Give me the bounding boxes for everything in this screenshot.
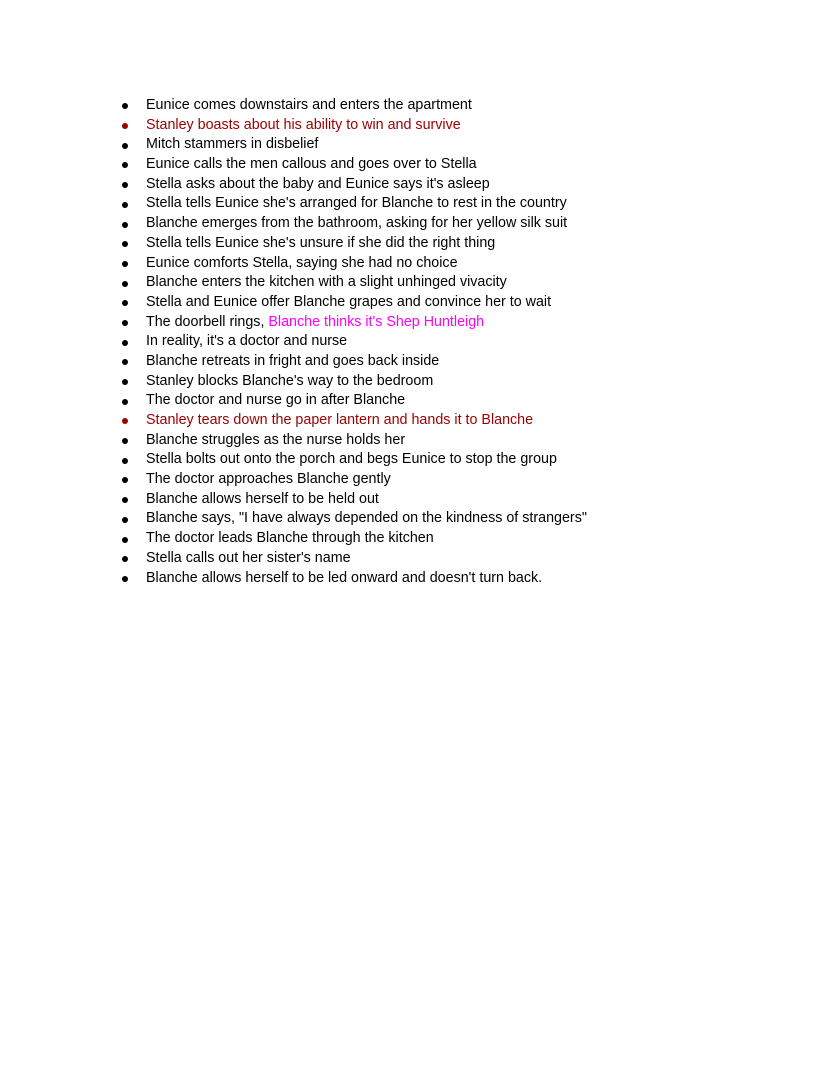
text-segment: The doorbell rings,	[146, 313, 269, 330]
bullet-icon	[122, 438, 128, 444]
list-item-text	[146, 509, 587, 529]
bullet-icon	[122, 123, 128, 129]
bullet-icon	[122, 320, 128, 326]
list-item-text	[146, 411, 533, 431]
list-item-text	[146, 549, 351, 569]
text-segment: Blanche retreats in fright and goes back inside	[146, 352, 440, 369]
list-item-text	[146, 155, 477, 175]
list-item-text	[146, 135, 318, 155]
text-segment: Blanche struggles as the nurse holds her	[146, 431, 406, 448]
bullet-icon	[122, 497, 128, 503]
text-segment: Blanche says, "I have always depended on the kindness of strangers"	[146, 510, 587, 527]
list-item-text	[146, 529, 434, 549]
text-segment: The doctor leads Blanche through the kitchen	[146, 530, 434, 547]
bullet-icon	[122, 379, 128, 385]
text-segment: Blanche emerges from the bathroom, asking for her yellow silk suit	[146, 215, 568, 232]
bullet-icon	[122, 418, 128, 424]
text-segment: Stanley boasts about his ability to win and survive	[146, 116, 461, 133]
text-segment: The doctor approaches Blanche gently	[146, 471, 391, 488]
bullet-icon	[122, 477, 128, 483]
text-segment: Stanley blocks Blanche's way to the bedroom	[146, 372, 434, 389]
bullet-icon	[122, 359, 128, 365]
bullet-icon	[122, 340, 128, 346]
text-segment: Stella asks about the baby and Eunice says it's asleep	[146, 175, 490, 192]
text-segment: Blanche allows herself to be led onward and doesn't turn back.	[146, 569, 543, 586]
bullet-icon	[122, 261, 128, 267]
text-segment: Blanche enters the kitchen with a slight unhinged vivacity	[146, 274, 507, 291]
bullet-icon	[122, 537, 128, 543]
text-segment: Stella bolts out onto the porch and begs Eunice to stop the group	[146, 451, 557, 468]
text-segment: Stella tells Eunice she's unsure if she did the right thing	[146, 234, 496, 251]
bullet-icon	[122, 458, 128, 464]
list-item-text	[146, 254, 458, 274]
bullet-icon	[122, 103, 128, 109]
list-item-text	[146, 214, 567, 234]
text-segment: The doctor and nurse go in after Blanche	[146, 392, 406, 409]
list-item-text	[146, 450, 557, 470]
list-item-text	[146, 569, 542, 589]
bullet-icon	[122, 222, 128, 228]
list-item-text	[146, 234, 495, 254]
list-item-text	[146, 96, 472, 116]
text-segment: Stanley tears down the paper lantern and hands it to Blanche	[146, 412, 534, 428]
list-item-text	[146, 431, 405, 451]
text-segment: Eunice comforts Stella, saying she had no choice	[146, 254, 458, 271]
bullet-icon	[122, 576, 128, 582]
bullet-icon	[122, 143, 128, 149]
list-item-text	[146, 175, 490, 195]
text-segment: Blanche thinks it's Shep Huntleigh	[268, 313, 485, 330]
text-segment: In reality, it's a doctor and nurse	[146, 333, 348, 350]
text-segment: Stella and Eunice offer Blanche grapes and convince her to wait	[146, 293, 552, 310]
text-segment: Mitch stammers in disbelief	[146, 136, 319, 153]
list-item-text	[146, 116, 461, 136]
bullet-icon	[122, 281, 128, 287]
bullet-icon	[122, 162, 128, 168]
list-item-text	[146, 372, 433, 392]
list-item-text	[146, 490, 379, 510]
text-segment: Stella calls out her sister's name	[146, 549, 351, 566]
text-segment: Stella tells Eunice she's arranged for Blanche to rest in the country	[146, 195, 567, 212]
text-segment: Eunice comes downstairs and enters the apartment	[146, 97, 472, 113]
list-item-text	[146, 332, 347, 352]
bullet-icon	[122, 300, 128, 306]
bullet-icon	[122, 182, 128, 188]
bullet-icon	[122, 399, 128, 405]
list-item-text	[146, 293, 551, 313]
bullet-icon	[122, 556, 128, 562]
list-item-text	[146, 391, 405, 411]
list-item-text	[146, 194, 567, 214]
text-segment: Eunice calls the men callous and goes over to Stella	[146, 156, 477, 173]
bullet-icon	[122, 517, 128, 523]
text-segment: Blanche allows herself to be held out	[146, 490, 379, 507]
list-item-text	[146, 273, 507, 293]
bullet-icon	[122, 202, 128, 208]
list-item-text	[146, 313, 484, 333]
list-item-text	[146, 352, 439, 372]
bullet-icon	[122, 241, 128, 247]
list-item-text	[146, 470, 391, 490]
